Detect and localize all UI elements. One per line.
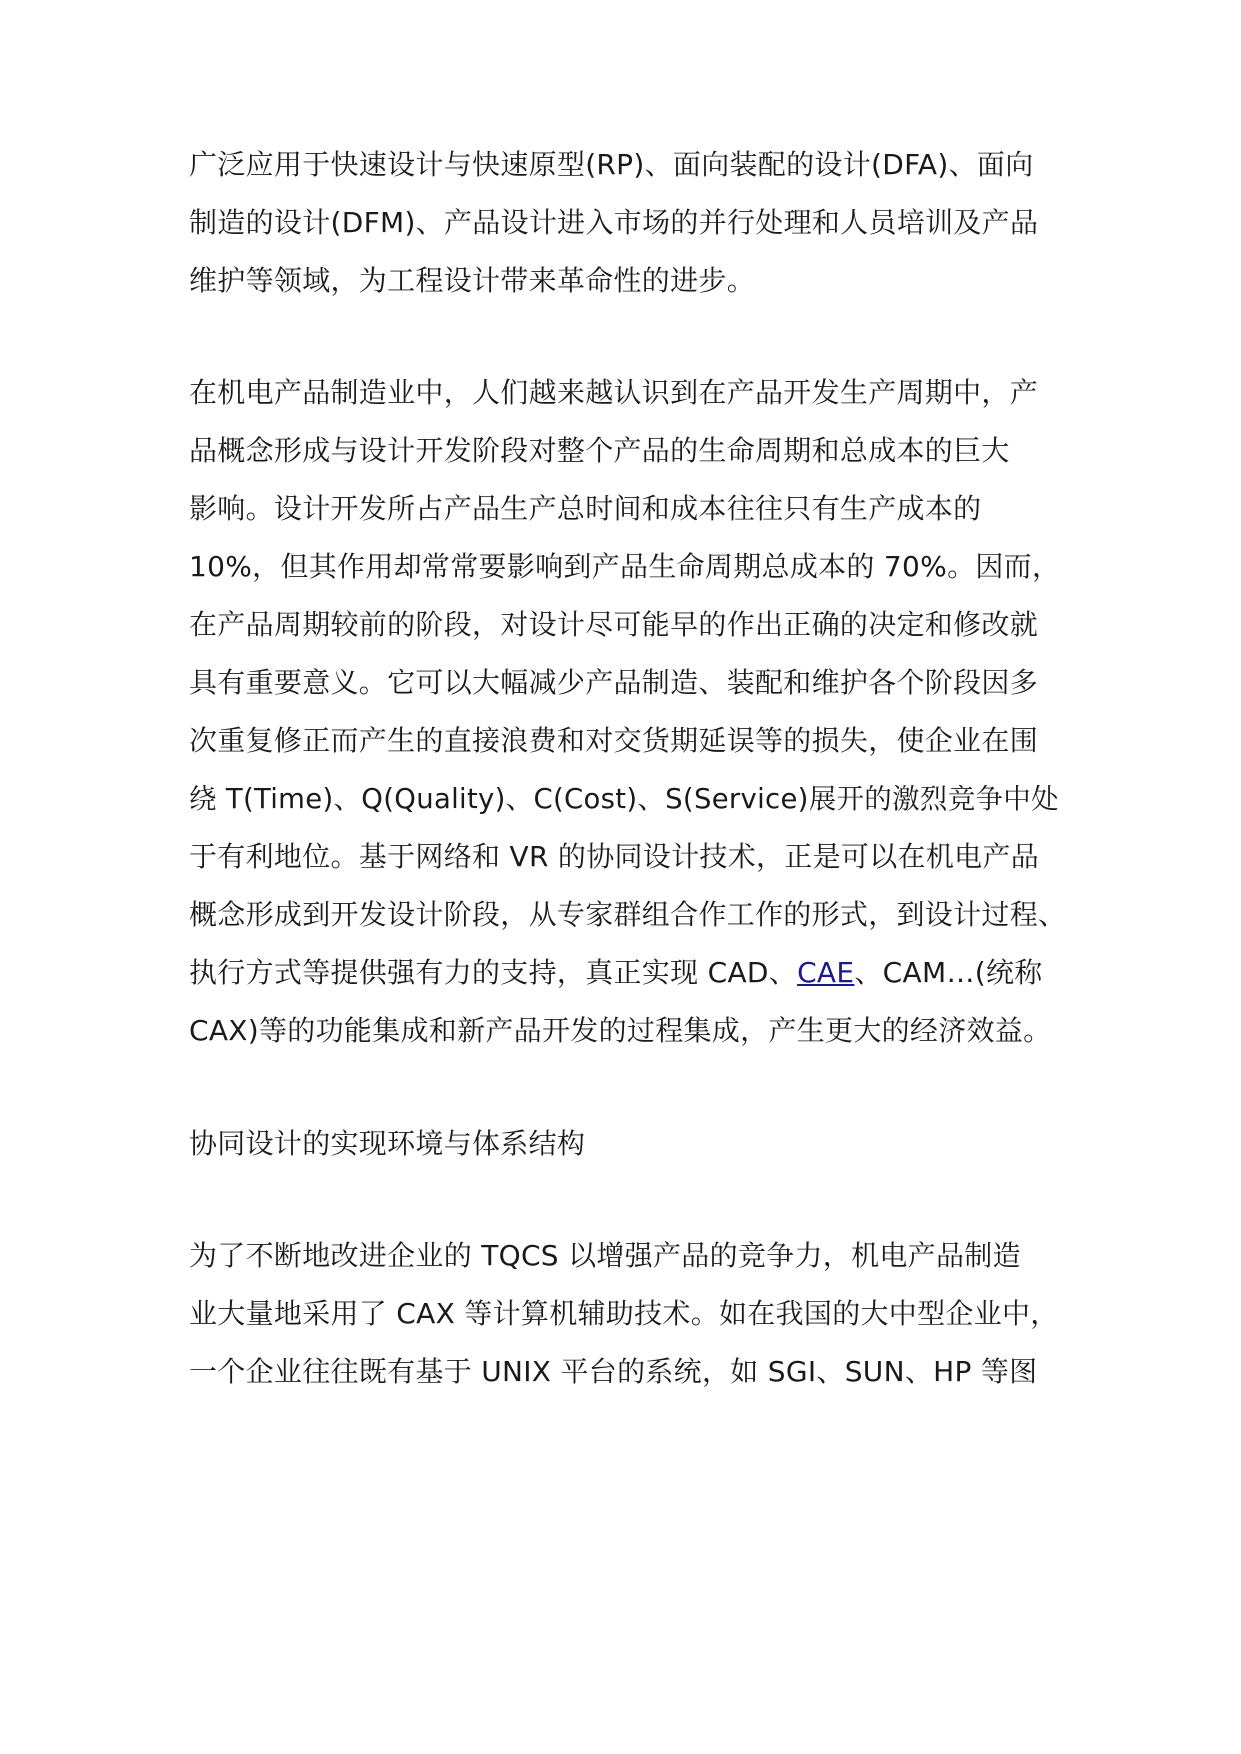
- paragraph-2-line-9: 于有利地位。基于网络和 VR 的协同设计技术，正是可以在机电产品: [189, 840, 1040, 873]
- paragraph-3-line-3: 一个企业往往既有基于 UNIX 平台的系统，如 SGI、SUN、HP 等图: [189, 1355, 1038, 1388]
- paragraph-3-line-1: 为了不断地改进企业的 TQCS 以增强产品的竞争力，机电产品制造: [189, 1239, 1021, 1272]
- paragraph-2-line-1: 在机电产品制造业中，人们越来越认识到在产品开发生产周期中，产: [189, 376, 1039, 409]
- paragraph-2-line-3: 影响。设计开发所占产品生产总时间和成本往往只有生产成本的: [189, 492, 982, 525]
- cae-link[interactable]: CAE: [797, 956, 855, 989]
- paragraph-2-line-5: 在产品周期较前的阶段，对设计尽可能早的作出正确的决定和修改就: [189, 608, 1039, 641]
- paragraph-3-line-2: 业大量地采用了 CAX 等计算机辅助技术。如在我国的大中型企业中，: [189, 1297, 1059, 1330]
- paragraph-2-line-10: 概念形成到开发设计阶段，从专家群组合作工作的形式，到设计过程、: [189, 898, 1067, 931]
- paragraph-2-line-11: [189, 953, 1069, 993]
- paragraph-2-line-6: 具有重要意义。它可以大幅减少产品制造、装配和维护各个阶段因多: [189, 666, 1039, 699]
- paragraph-2-line-12: CAX)等的功能集成和新产品开发的过程集成，产生更大的经济效益。: [189, 1014, 1052, 1047]
- paragraph-2-line-2: 品概念形成与设计开发阶段对整个产品的生命周期和总成本的巨大: [189, 434, 1010, 467]
- line-text-after-link: 、CAM…(统称: [854, 956, 1043, 989]
- paragraph-1-line-2: 制造的设计(DFM)、产品设计进入市场的并行处理和人员培训及产品: [189, 206, 1039, 239]
- paragraph-1-line-1: 广泛应用于快速设计与快速原型(RP)、面向装配的设计(DFA)、面向: [189, 148, 1034, 181]
- section-heading: 协同设计的实现环境与体系结构: [189, 1127, 586, 1160]
- line-text-before-link: 执行方式等提供强有力的支持，真正实现 CAD、: [189, 956, 798, 989]
- paragraph-2-line-7: 次重复修正而产生的直接浪费和对交货期延误等的损失，使企业在围: [189, 724, 1039, 757]
- paragraph-1-line-3: 维护等领域，为工程设计带来革命性的进步。: [189, 264, 756, 297]
- paragraph-2-line-4: 10%，但其作用却常常要影响到产品生命周期总成本的 70%。因而，: [189, 550, 1061, 583]
- paragraph-2-line-8: 绕 T(Time)、Q(Quality)、C(Cost)、S(Service)展开的激烈竞争中处: [189, 783, 1059, 815]
